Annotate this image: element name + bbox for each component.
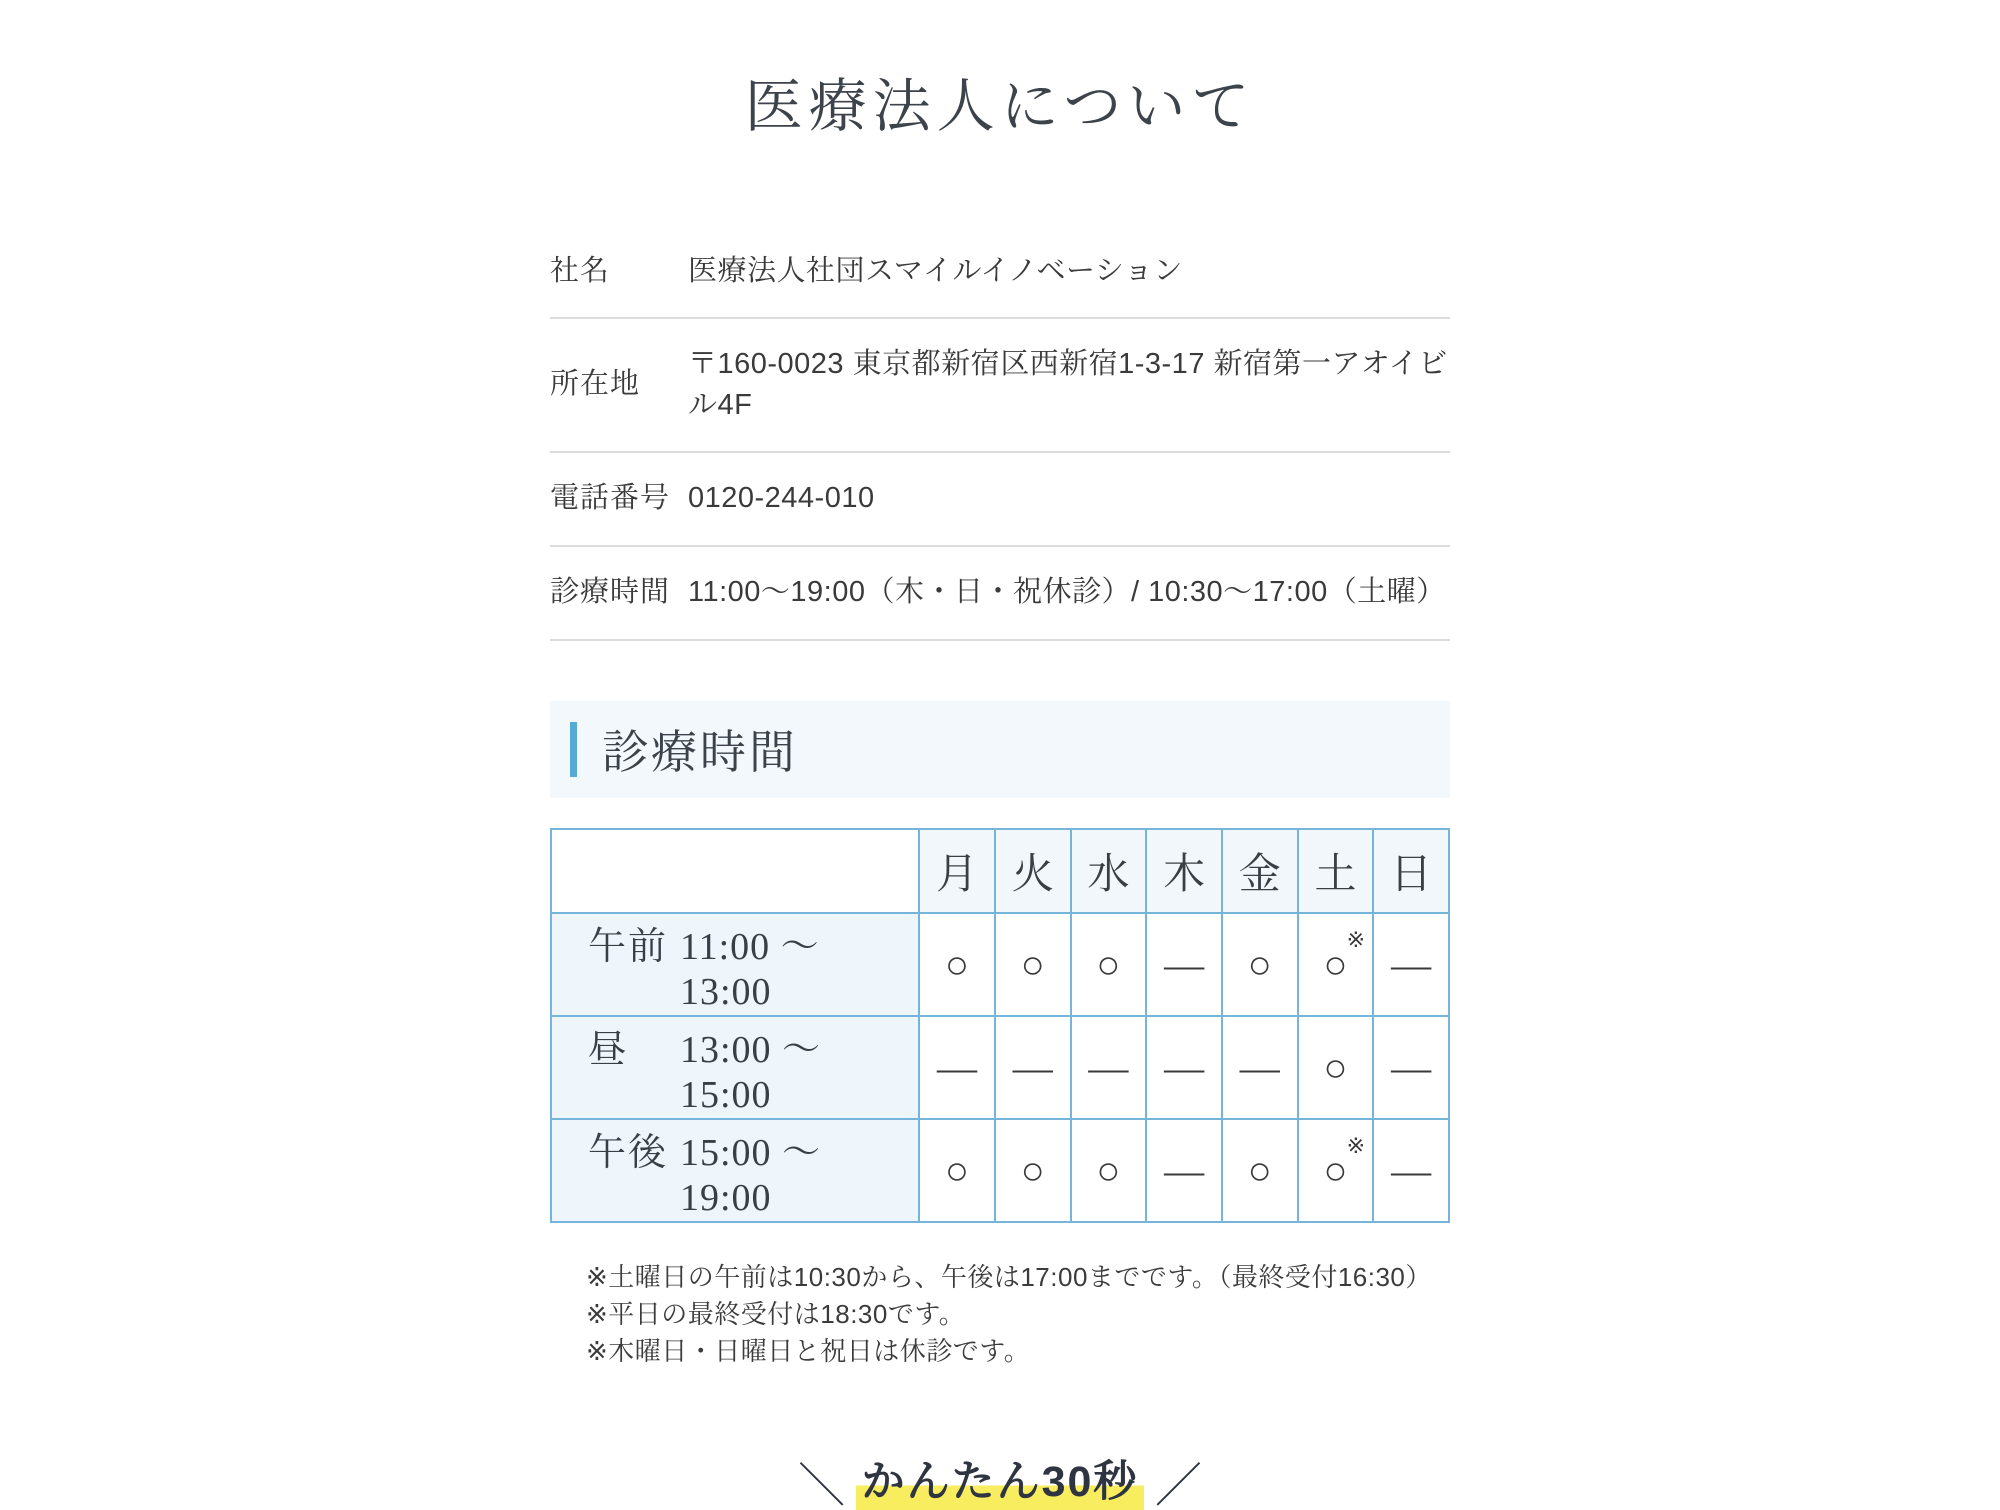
schedule-cell: — bbox=[1071, 1016, 1147, 1119]
period-cell bbox=[551, 1016, 919, 1119]
period-name: 午後 bbox=[588, 1131, 669, 1174]
corner-cell bbox=[551, 829, 919, 913]
note-saturday-hours: ※土曜日の午前は10:30から、午後は17:00までです。（最終受付16:30） bbox=[586, 1261, 1432, 1292]
accent-bar bbox=[570, 722, 577, 777]
cta-banner bbox=[550, 1448, 1450, 1510]
info-row-hours bbox=[550, 547, 1450, 641]
schedule-cell-saturday-note: ○ ※ bbox=[1298, 1119, 1374, 1222]
schedule-table bbox=[550, 828, 1450, 1223]
day-header-sun: 日 bbox=[1373, 829, 1449, 913]
info-label: 所在地 bbox=[550, 368, 641, 401]
period-time: 11:00 ～ 13:00 bbox=[680, 925, 820, 1013]
schedule-notes bbox=[550, 1259, 1450, 1370]
schedule-cell: ○ bbox=[1222, 913, 1298, 1016]
note-asterisk: ※ bbox=[1346, 926, 1365, 952]
schedule-cell: ○ bbox=[1298, 1016, 1374, 1119]
period-cell bbox=[551, 913, 919, 1016]
note-closed-days: ※木曜日・日曜日と祝日は休診です。 bbox=[586, 1335, 1031, 1366]
info-value: 〒160-0023 東京都新宿区西新宿1-3-17 新宿第一アオイビル4F bbox=[688, 348, 1448, 421]
info-value: 0120-244-010 bbox=[688, 482, 875, 515]
info-row-phone bbox=[550, 453, 1450, 547]
schedule-cell: — bbox=[1146, 1119, 1222, 1222]
schedule-cell: — bbox=[995, 1016, 1071, 1119]
note-asterisk: ※ bbox=[1346, 1132, 1365, 1158]
info-row-company-name bbox=[550, 226, 1450, 320]
period-name: 午前 bbox=[588, 925, 669, 968]
period-name: 昼 bbox=[588, 1028, 629, 1071]
schedule-cell: — bbox=[1373, 913, 1449, 1016]
company-info-list bbox=[550, 226, 1450, 641]
note-weekday-reception: ※平日の最終受付は18:30です。 bbox=[586, 1298, 966, 1329]
schedule-cell: — bbox=[1373, 1016, 1449, 1119]
schedule-cell: ○ bbox=[1071, 1119, 1147, 1222]
schedule-row-noon bbox=[551, 1016, 1449, 1119]
schedule-row-morning bbox=[551, 913, 1449, 1016]
day-header-tue: 火 bbox=[995, 829, 1071, 913]
schedule-header-row bbox=[551, 829, 1449, 913]
schedule-cell: — bbox=[1146, 913, 1222, 1016]
content-column bbox=[550, 72, 1450, 1510]
period-cell bbox=[551, 1119, 919, 1222]
schedule-cell: ○ bbox=[919, 1119, 995, 1222]
info-label: 電話番号 bbox=[550, 482, 671, 515]
day-header-wed: 水 bbox=[1071, 829, 1147, 913]
schedule-cell: ○ bbox=[919, 913, 995, 1016]
period-time: 15:00 ～ 19:00 bbox=[680, 1131, 822, 1219]
page-title: 医療法人について bbox=[744, 74, 1256, 139]
schedule-cell: — bbox=[1222, 1016, 1298, 1119]
info-row-address bbox=[550, 319, 1450, 453]
hours-heading-text: 診療時間 bbox=[602, 727, 798, 779]
schedule-cell: — bbox=[1146, 1016, 1222, 1119]
period-time: 13:00 ～ 15:00 bbox=[680, 1028, 822, 1116]
hours-section-heading bbox=[550, 701, 1450, 798]
schedule-cell: ○ bbox=[1222, 1119, 1298, 1222]
info-label: 診療時間 bbox=[550, 575, 671, 608]
schedule-cell: ○ bbox=[995, 913, 1071, 1016]
info-label: 社名 bbox=[550, 254, 611, 287]
schedule-cell: — bbox=[1373, 1119, 1449, 1222]
info-value: 医療法人社団スマイルイノベーション bbox=[688, 254, 1183, 287]
cta-left-slash: ＼ bbox=[798, 1458, 846, 1510]
day-header-mon: 月 bbox=[919, 829, 995, 913]
schedule-cell: ○ bbox=[1071, 913, 1147, 1016]
day-header-sat: 土 bbox=[1298, 829, 1374, 913]
day-header-thu: 木 bbox=[1146, 829, 1222, 913]
schedule-row-afternoon bbox=[551, 1119, 1449, 1222]
schedule-cell-saturday-note: ○ ※ bbox=[1298, 913, 1374, 1016]
info-value: 11:00～19:00（木・日・祝休診）/ 10:30～17:00（土曜） bbox=[688, 575, 1446, 608]
schedule-cell: ○ bbox=[995, 1119, 1071, 1222]
cta-right-slash: ／ bbox=[1154, 1458, 1202, 1510]
day-header-fri: 金 bbox=[1222, 829, 1298, 913]
schedule-cell: — bbox=[919, 1016, 995, 1119]
cta-highlight-text: かんたん30秒 bbox=[856, 1448, 1145, 1510]
